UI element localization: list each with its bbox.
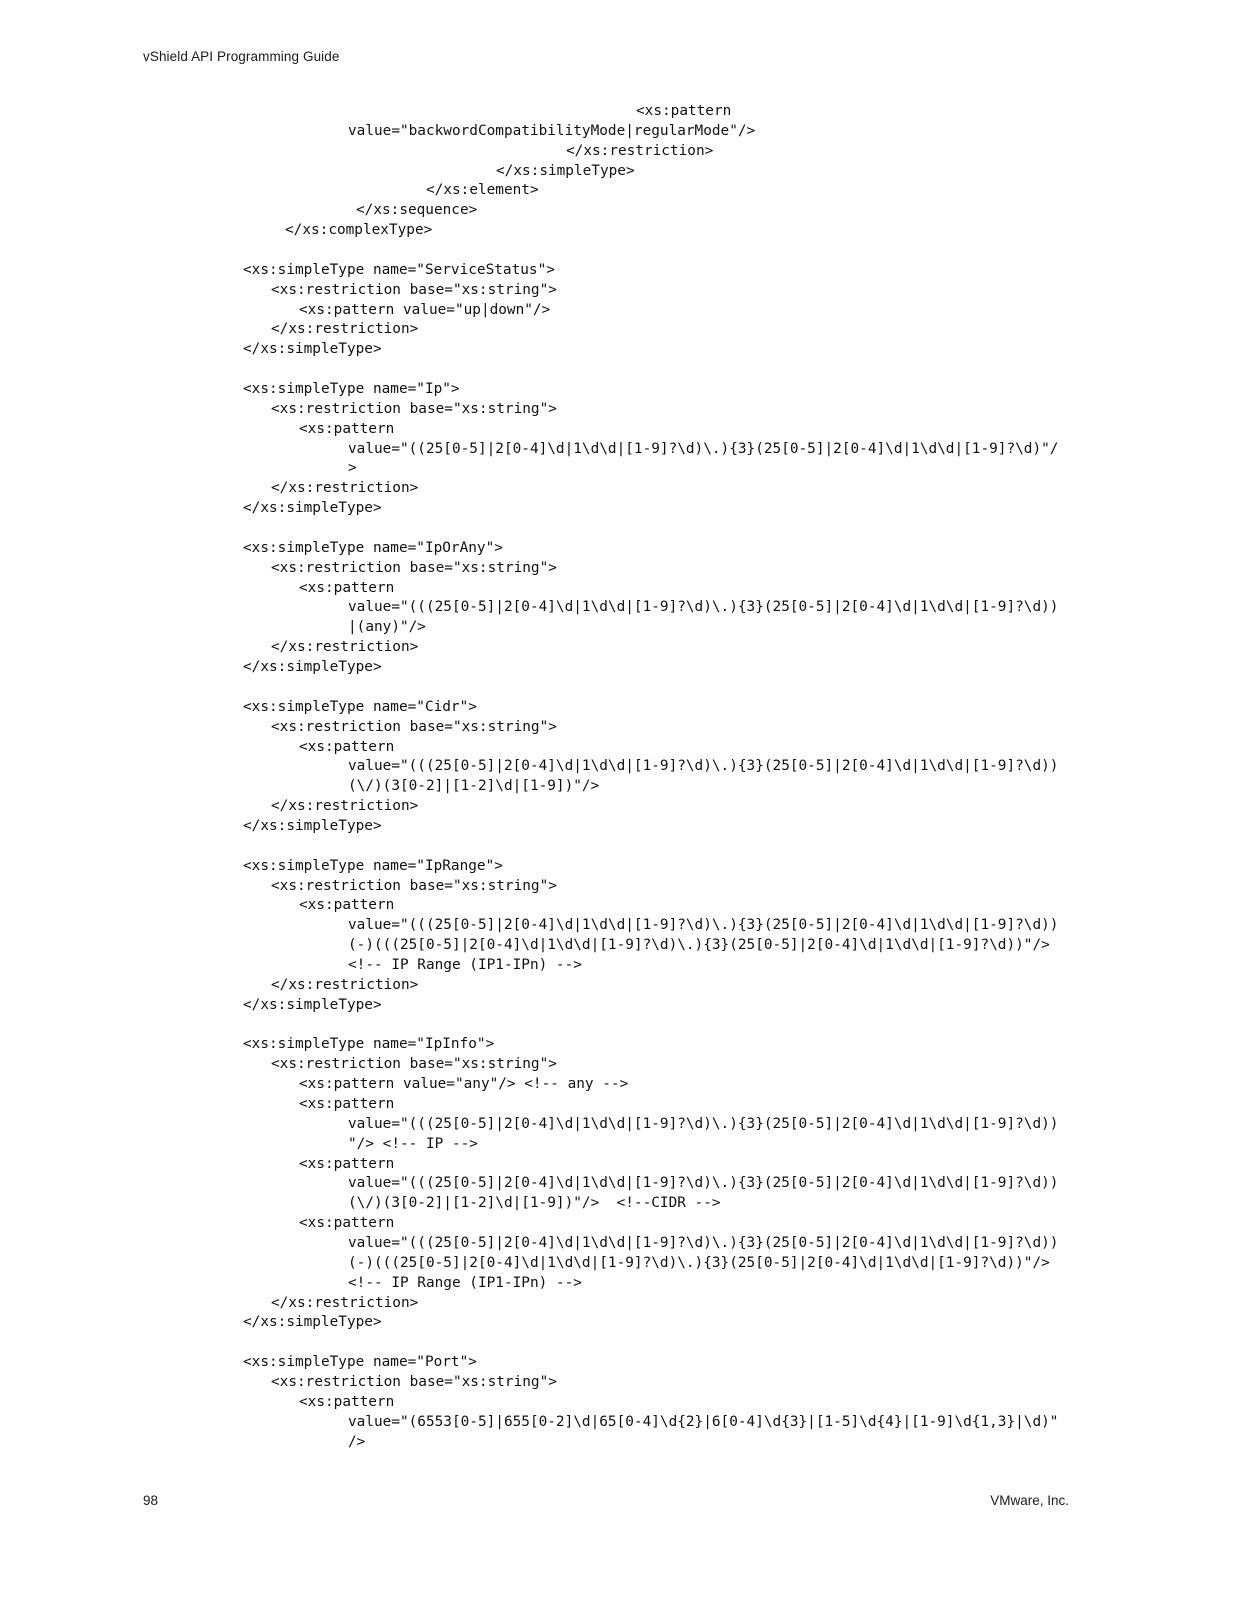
code-line-text: <xs:simpleType name="IpOrAny"> [243, 539, 503, 556]
code-line-text: <xs:pattern [299, 1393, 395, 1410]
code-line-text: <xs:pattern [299, 738, 395, 755]
code-line [0, 181, 1237, 201]
code-line [0, 1373, 1237, 1393]
code-line [0, 1234, 1237, 1254]
code-line [0, 1055, 1237, 1075]
code-line-text: <xs:simpleType name="Ip"> [243, 381, 460, 398]
code-line [0, 877, 1237, 897]
code-line-text: </xs:restriction> [271, 639, 419, 656]
code-line-text: <xs:pattern value="up|down"/> [299, 301, 551, 318]
code-line [0, 579, 1237, 599]
code-line-text: <xs:simpleType name="Port"> [243, 1354, 477, 1371]
code-line [0, 241, 1237, 261]
code-line [0, 380, 1237, 400]
code-line [0, 738, 1237, 758]
code-line [0, 618, 1237, 638]
code-line [0, 1115, 1237, 1135]
code-line-text: <xs:simpleType name="Cidr"> [243, 698, 477, 715]
code-line [0, 162, 1237, 182]
code-line-text: <xs:pattern [299, 1215, 395, 1232]
code-line [0, 201, 1237, 221]
code-line [0, 1433, 1237, 1453]
code-line-text: value="(((25[0-5]|2[0-4]\d|1\d\d|[1-9]?\d)\.){3}(25[0-5]|2[0-4]\d|1\d\d|[1-9]?\d)) [348, 1115, 1059, 1132]
code-line-text: value="(((25[0-5]|2[0-4]\d|1\d\d|[1-9]?\d)\.){3}(25[0-5]|2[0-4]\d|1\d\d|[1-9]?\d)) [348, 1234, 1059, 1251]
code-line [0, 1393, 1237, 1413]
code-line [0, 261, 1237, 281]
code-line [0, 976, 1237, 996]
code-line-text: </xs:restriction> [271, 798, 419, 815]
code-line-text: <xs:restriction base="xs:string"> [271, 1056, 557, 1073]
code-line [0, 936, 1237, 956]
code-line-text: value="(((25[0-5]|2[0-4]\d|1\d\d|[1-9]?\d)\.){3}(25[0-5]|2[0-4]\d|1\d\d|[1-9]?\d)) [348, 1175, 1059, 1192]
code-line [0, 1075, 1237, 1095]
code-line [0, 837, 1237, 857]
code-line-text: <xs:simpleType name="ServiceStatus"> [243, 261, 555, 278]
code-line-text: <xs:simpleType name="IpRange"> [243, 857, 503, 874]
code-line [0, 440, 1237, 460]
code-line [0, 956, 1237, 976]
code-line-text: <xs:restriction base="xs:string"> [271, 877, 557, 894]
code-line [0, 221, 1237, 241]
code-line-text: </xs:element> [426, 182, 539, 199]
code-line-text: <xs:pattern [299, 1095, 395, 1112]
code-line-text: /> [348, 1433, 366, 1450]
code-line [0, 678, 1237, 698]
code-line-text: </xs:restriction> [566, 142, 714, 159]
code-line [0, 857, 1237, 877]
code-line [0, 1155, 1237, 1175]
code-line-text: <xs:pattern [299, 897, 395, 914]
code-line [0, 817, 1237, 837]
code-line [0, 400, 1237, 420]
code-line-text: <xs:simpleType name="IpInfo"> [243, 1036, 495, 1053]
code-line [0, 916, 1237, 936]
code-line-text: <xs:restriction base="xs:string"> [271, 281, 557, 298]
code-line-text: value="(((25[0-5]|2[0-4]\d|1\d\d|[1-9]?\d)\.){3}(25[0-5]|2[0-4]\d|1\d\d|[1-9]?\d)) [348, 758, 1059, 775]
code-line-text: </xs:restriction> [271, 480, 419, 497]
code-line-text: <xs:pattern [636, 103, 732, 119]
code-line [0, 1254, 1237, 1274]
code-line [0, 539, 1237, 559]
page-number: 98 [143, 1493, 159, 1508]
code-line [0, 1353, 1237, 1373]
code-line [0, 559, 1237, 579]
code-line [0, 896, 1237, 916]
code-line [0, 1016, 1237, 1036]
code-line [0, 598, 1237, 618]
code-line-text: value="(6553[0-5]|655[0-2]\d|65[0-4]\d{2}|6[0-4]\d{3}|[1-5]\d{4}|[1-9]\d{1,3}|\d)" [348, 1413, 1059, 1430]
code-line [0, 1214, 1237, 1234]
code-line [0, 757, 1237, 777]
code-line-text: <!-- IP Range (IP1-IPn) --> [348, 1274, 582, 1291]
code-line [0, 1095, 1237, 1115]
code-line-text: </xs:restriction> [271, 1294, 419, 1311]
code-line [0, 519, 1237, 539]
code-line [0, 1135, 1237, 1155]
code-line [0, 1274, 1237, 1294]
xml-schema-code-block [0, 102, 1237, 1452]
code-line [0, 718, 1237, 738]
code-line [0, 1174, 1237, 1194]
code-line-text: </xs:simpleType> [496, 162, 635, 179]
code-line [0, 777, 1237, 797]
code-line [0, 658, 1237, 678]
code-line-text: <xs:pattern value="any"/> <!-- any --> [299, 1076, 629, 1093]
code-line [0, 797, 1237, 817]
code-line [0, 420, 1237, 440]
code-line [0, 996, 1237, 1016]
code-line-text: </xs:simpleType> [243, 500, 382, 517]
code-line [0, 320, 1237, 340]
code-line [0, 281, 1237, 301]
code-line [0, 698, 1237, 718]
code-line [0, 479, 1237, 499]
code-line [0, 122, 1237, 142]
code-line-text: value="backwordCompatibilityMode|regularMode"/> [348, 122, 756, 139]
code-line [0, 1313, 1237, 1333]
code-line-text: </xs:sequence> [356, 202, 478, 219]
code-line-text: value="((25[0-5]|2[0-4]\d|1\d\d|[1-9]?\d)\.){3}(25[0-5]|2[0-4]\d|1\d\d|[1-9]?\d)"/ [348, 440, 1059, 457]
code-line-text: > [348, 460, 357, 477]
code-line-text: (-)(((25[0-5]|2[0-4]\d|1\d\d|[1-9]?\d)\.){3}(25[0-5]|2[0-4]\d|1\d\d|[1-9]?\d))"/> [348, 937, 1050, 954]
code-line-text: <xs:pattern [299, 1155, 395, 1172]
code-line-text: (\/)(3[0-2]|[1-2]\d|[1-9])"/> [348, 778, 600, 795]
code-line-text: </xs:simpleType> [243, 341, 382, 358]
code-line-text: <xs:pattern [299, 420, 395, 437]
code-line [0, 499, 1237, 519]
running-header: vShield API Programming Guide [143, 49, 340, 64]
code-line-text: (-)(((25[0-5]|2[0-4]\d|1\d\d|[1-9]?\d)\.){3}(25[0-5]|2[0-4]\d|1\d\d|[1-9]?\d))"/> [348, 1254, 1050, 1271]
code-line-text: "/> <!-- IP --> [348, 1135, 478, 1152]
code-line [0, 301, 1237, 321]
code-line-text: <!-- IP Range (IP1-IPn) --> [348, 956, 582, 973]
code-line-text: </xs:simpleType> [243, 1314, 382, 1331]
code-line [0, 1194, 1237, 1214]
code-line-text: value="(((25[0-5]|2[0-4]\d|1\d\d|[1-9]?\d)\.){3}(25[0-5]|2[0-4]\d|1\d\d|[1-9]?\d)) [348, 599, 1059, 616]
code-line [0, 1413, 1237, 1433]
code-line-text: </xs:complexType> [285, 222, 433, 239]
code-line-text: value="(((25[0-5]|2[0-4]\d|1\d\d|[1-9]?\d)\.){3}(25[0-5]|2[0-4]\d|1\d\d|[1-9]?\d)) [348, 917, 1059, 934]
code-line-text: <xs:pattern [299, 579, 395, 596]
code-line [0, 638, 1237, 658]
code-line-text: </xs:simpleType> [243, 659, 382, 676]
code-line-text: </xs:simpleType> [243, 817, 382, 834]
code-line-text: <xs:restriction base="xs:string"> [271, 400, 557, 417]
code-line-text: </xs:restriction> [271, 976, 419, 993]
code-line [0, 459, 1237, 479]
code-line [0, 1294, 1237, 1314]
code-line-text: |(any)"/> [348, 619, 426, 636]
footer-company: VMware, Inc. [990, 1493, 1069, 1508]
code-line [0, 1035, 1237, 1055]
code-line-text: (\/)(3[0-2]|[1-2]\d|[1-9])"/> <!--CIDR --> [348, 1195, 721, 1212]
code-line [0, 142, 1237, 162]
code-line-text: </xs:restriction> [271, 321, 419, 338]
code-line-text: <xs:restriction base="xs:string"> [271, 559, 557, 576]
code-line-text: <xs:restriction base="xs:string"> [271, 718, 557, 735]
code-line-text: <xs:restriction base="xs:string"> [271, 1374, 557, 1390]
code-line [0, 360, 1237, 380]
code-line [0, 1333, 1237, 1353]
code-line [0, 102, 1237, 122]
code-line-text: </xs:simpleType> [243, 996, 382, 1013]
code-line [0, 340, 1237, 360]
